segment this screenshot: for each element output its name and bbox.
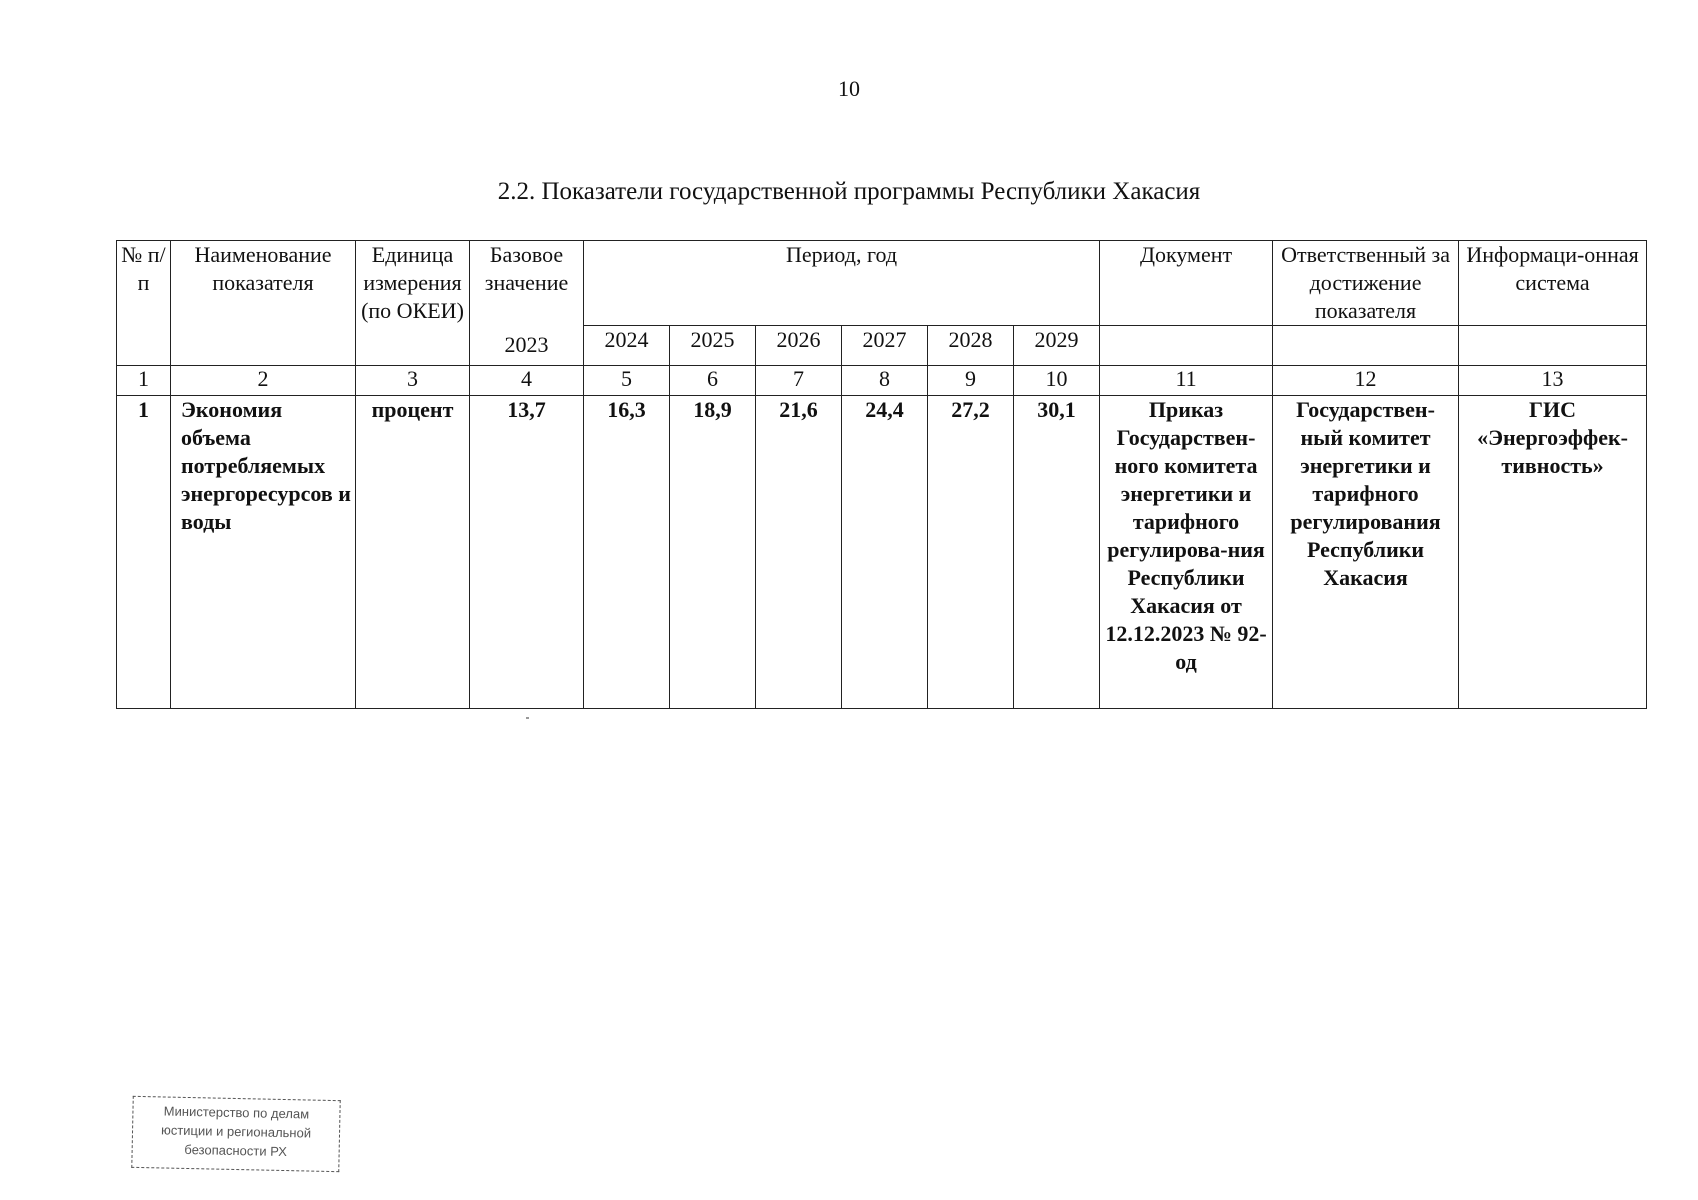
header-document: Документ (1100, 241, 1273, 326)
stamp-line: Министерство по делам (163, 1103, 310, 1122)
column-number: 9 (928, 366, 1014, 396)
column-number: 10 (1014, 366, 1100, 396)
header-row (117, 241, 1647, 326)
scan-speck (526, 717, 529, 719)
column-number: 1 (117, 366, 171, 396)
header-document-empty (1100, 326, 1273, 366)
header-year: 2026 (756, 326, 842, 366)
header-year: 2027 (842, 326, 928, 366)
header-responsible: Ответственный за достижение показателя (1273, 241, 1459, 326)
header-info-system-empty (1459, 326, 1647, 366)
column-number: 7 (756, 366, 842, 396)
header-responsible-empty (1273, 326, 1459, 366)
registration-stamp (131, 1096, 340, 1172)
header-name: Наименование показателя (171, 241, 356, 366)
row-num: 1 (117, 396, 171, 709)
row-name: Экономия объема потребляемых энергоресурсов и воды (171, 396, 356, 709)
header-year: 2028 (928, 326, 1014, 366)
column-number-row (117, 366, 1647, 396)
column-number: 13 (1459, 366, 1647, 396)
row-year-value: 18,9 (670, 396, 756, 709)
column-number: 5 (584, 366, 670, 396)
row-unit: процент (356, 396, 470, 709)
header-period: Период, год (584, 241, 1100, 326)
stamp-line: безопасности РХ (184, 1141, 288, 1160)
column-number: 3 (356, 366, 470, 396)
row-info-system: ГИС «Энергоэффек-тивность» (1459, 396, 1647, 709)
indicators-table (116, 240, 1647, 709)
row-year-value: 30,1 (1014, 396, 1100, 709)
header-info-system: Информаци-онная система (1459, 241, 1647, 326)
header-year: 2024 (584, 326, 670, 366)
row-year-value: 27,2 (928, 396, 1014, 709)
row-document: Приказ Государствен-ного комитета энергетики и тарифного регулирова-ния Республики Хакасия от 12.12.2023 № 92-од (1100, 396, 1273, 709)
page-number: 10 (838, 76, 860, 101)
row-base-value: 13,7 (470, 396, 584, 709)
column-number: 6 (670, 366, 756, 396)
row-year-value: 21,6 (756, 396, 842, 709)
column-number: 12 (1273, 366, 1459, 396)
section-title: 2.2. Показатели государственной программы Республики Хакасия (497, 178, 1201, 205)
header-base-year: 2023 (504, 332, 549, 357)
column-number: 8 (842, 366, 928, 396)
column-number: 11 (1100, 366, 1273, 396)
row-year-value: 16,3 (584, 396, 670, 709)
row-year-value: 24,4 (842, 396, 928, 709)
header-year: 2025 (670, 326, 756, 366)
header-year: 2029 (1014, 326, 1100, 366)
header-base-label: Базовое значение (484, 242, 569, 295)
header-base (470, 241, 584, 366)
header-unit: Единица измерения (по ОКЕИ) (356, 241, 470, 366)
row-responsible: Государствен-ный комитет энергетики и тарифного регулирования Республики Хакасия (1273, 396, 1459, 709)
header-num: № п/п (117, 241, 171, 366)
table-row (117, 396, 1647, 709)
column-number: 4 (470, 366, 584, 396)
stamp-line: юстиции и региональной (160, 1122, 312, 1141)
column-number: 2 (171, 366, 356, 396)
